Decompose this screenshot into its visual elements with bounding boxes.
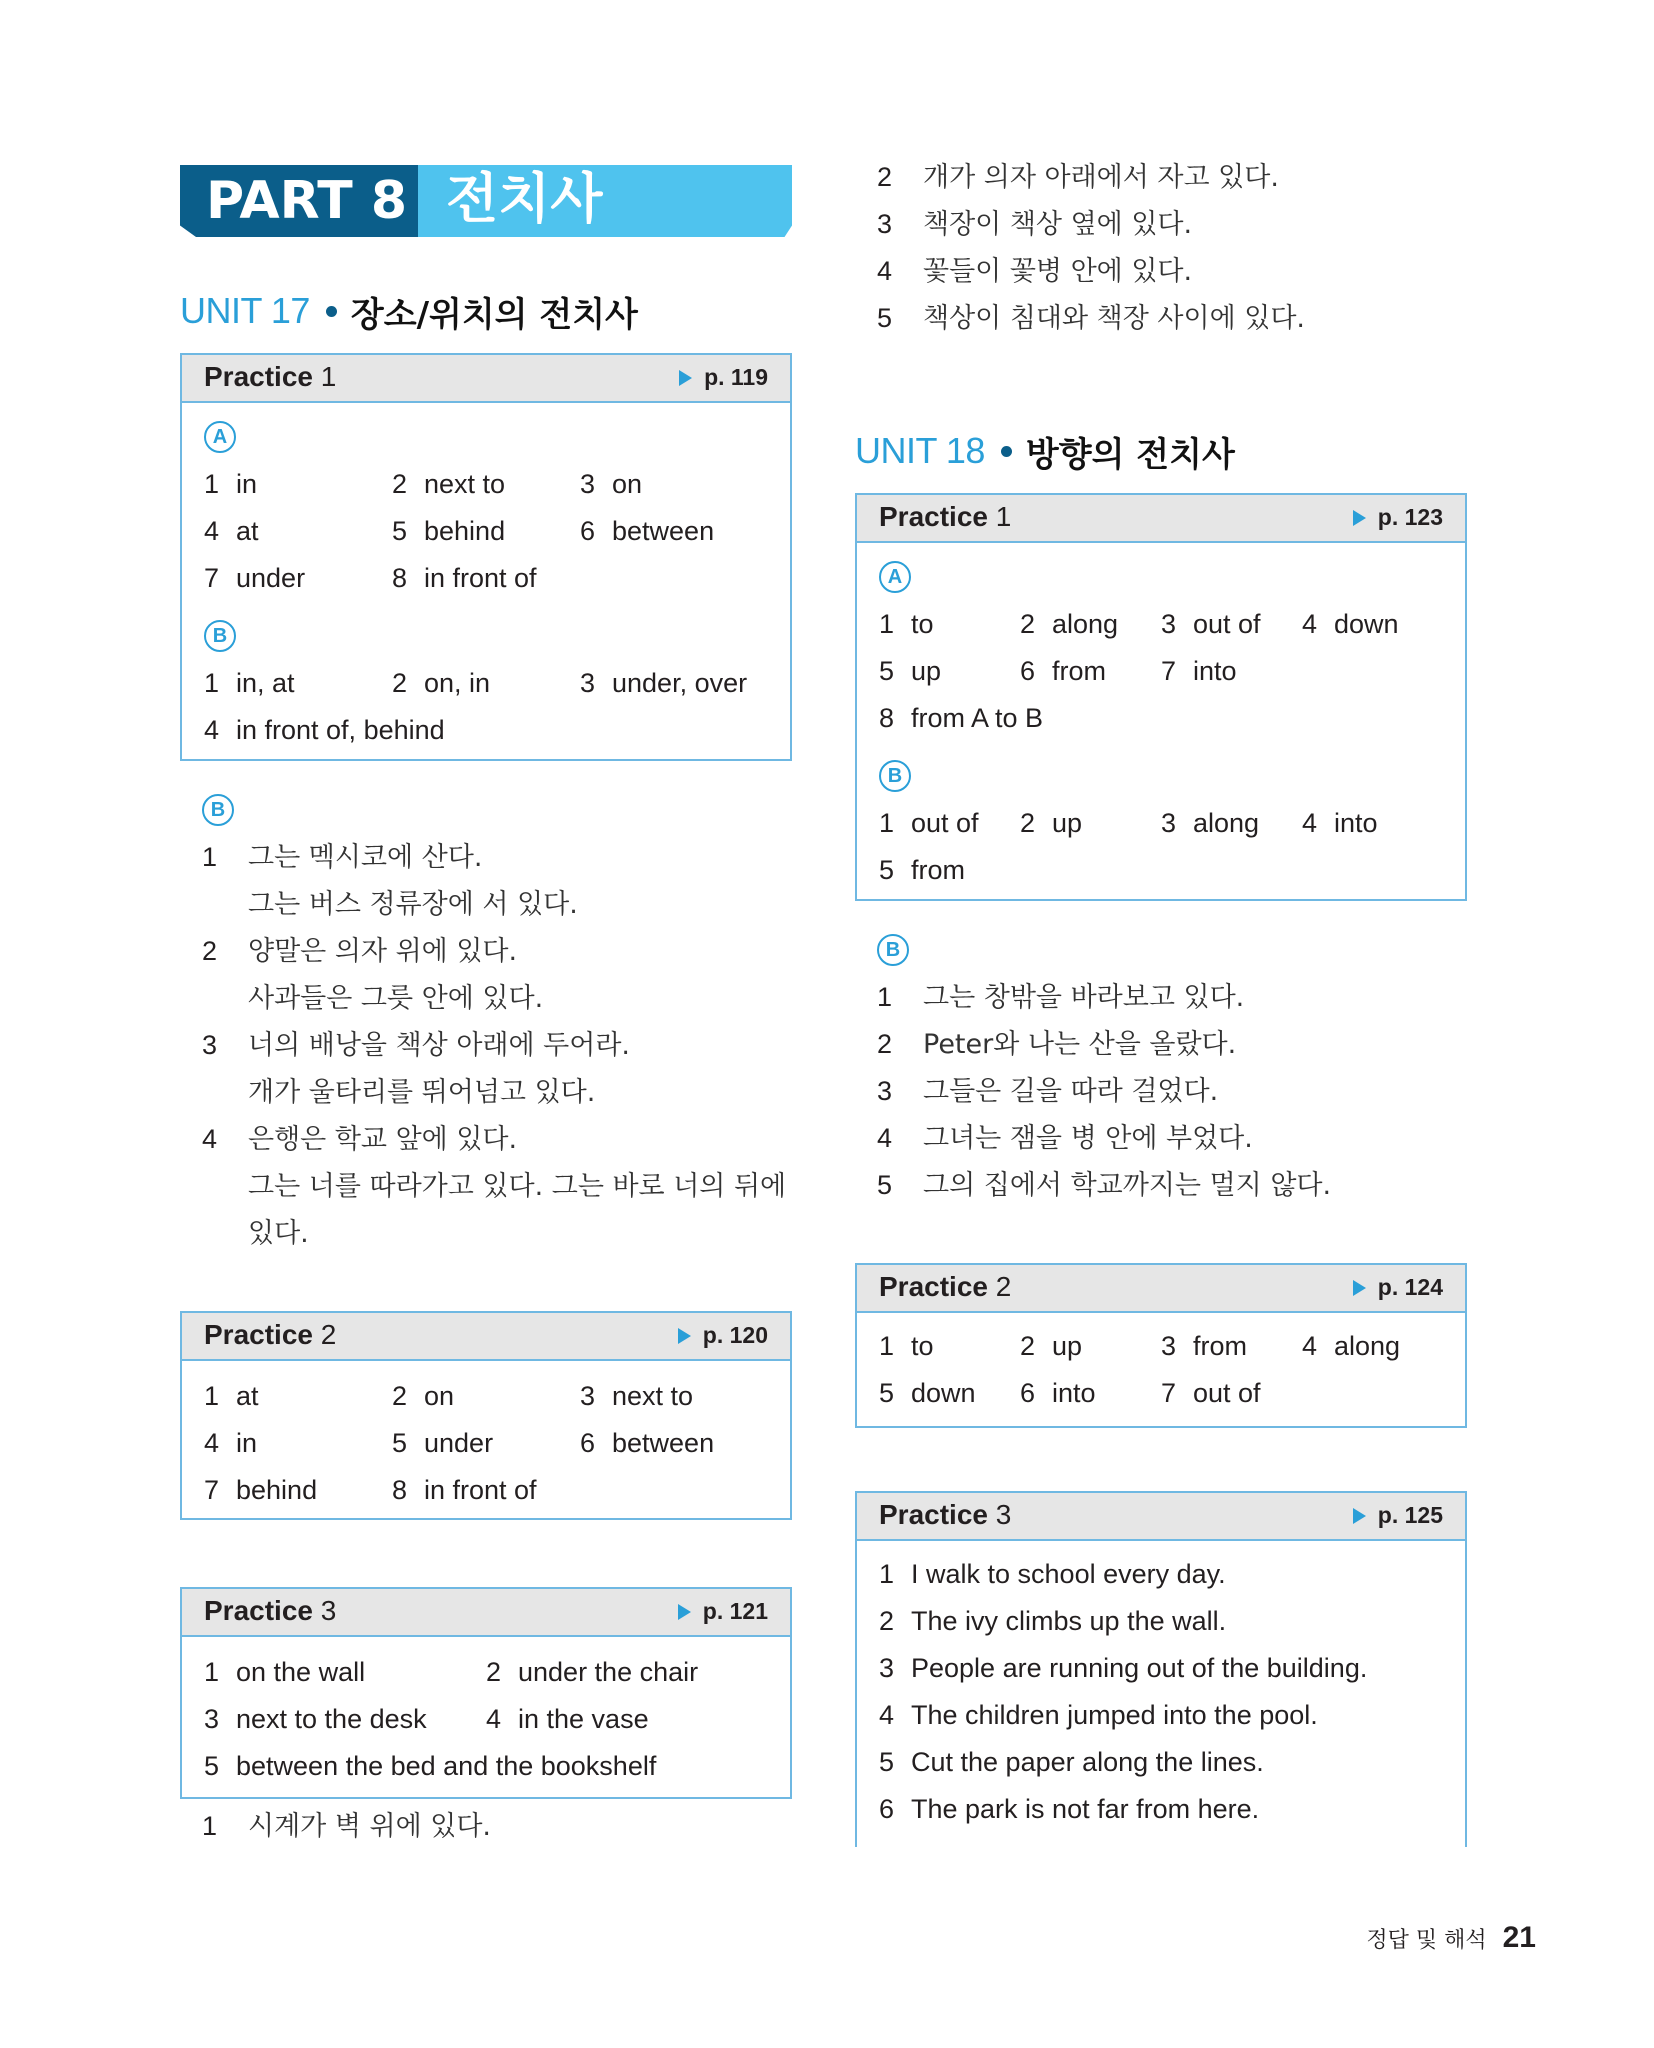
page-ref: p. 121 bbox=[678, 1598, 768, 1625]
part-title: 전치사 bbox=[446, 167, 603, 230]
section-b-badge: B bbox=[202, 794, 234, 826]
section-b-badge: B bbox=[879, 760, 911, 792]
page-ref: p. 125 bbox=[1353, 1502, 1443, 1529]
section-b-badge: B bbox=[204, 620, 236, 652]
u17-practice2-header bbox=[182, 1313, 790, 1361]
u18-translation-b: B 1 그는 창밖을 바라보고 있다. 2 Peter와 나는 산을 올랐다. 3 그들은 길을 따라 걸었다. 4 그녀는 잼을 병 안에 부었다. 5 그의 집에서 학교까지는 멀지 않다. bbox=[877, 926, 1467, 1209]
part-banner bbox=[180, 165, 792, 237]
bullet-dot bbox=[1001, 446, 1012, 457]
play-triangle-icon bbox=[678, 1328, 691, 1344]
u17-p3-translation-left: 1 시계가 벽 위에 있다. bbox=[202, 1811, 491, 1842]
u17-practice1-header bbox=[182, 355, 790, 403]
unit17-title: 장소/위치의 전치사 bbox=[350, 294, 638, 335]
bullet-dot bbox=[326, 306, 337, 317]
unit18-heading bbox=[855, 426, 1235, 476]
practice-title: Practice 2 bbox=[204, 1319, 337, 1350]
practice-title: Practice 2 bbox=[879, 1271, 1012, 1302]
practice-title: Practice 3 bbox=[879, 1499, 1012, 1530]
unit18-title: 방향의 전치사 bbox=[1025, 434, 1235, 475]
page-ref: p. 119 bbox=[679, 364, 768, 391]
u17-p3-translation-right: 2 개가 의자 아래에서 자고 있다. 3 책장이 책상 옆에 있다. 4 꽃들이 꽃병 안에 있다. 5 책상이 침대와 책장 사이에 있다. bbox=[877, 162, 1305, 334]
play-triangle-icon bbox=[1353, 1280, 1366, 1296]
u17-translation-b: B 1 그는 멕시코에 산다. 그는 버스 정류장에 서 있다. 2 양말은 의자 위에 있다. 사과들은 그릇 안에 있다. 3 너의 배낭을 책상 아래에 두어라. 개가 울타리를 뛰어넘고 있다. 4 은행은 학교 앞에 있다. 그는 너를 따라가고 있다. 그는 바로 너의 뒤에 있다. bbox=[202, 786, 792, 1257]
play-triangle-icon bbox=[1353, 510, 1366, 526]
u18-practice3-header bbox=[857, 1493, 1465, 1541]
play-triangle-icon bbox=[1353, 1508, 1366, 1524]
section-b-badge: B bbox=[877, 934, 909, 966]
practice-title: Practice 1 bbox=[204, 361, 337, 392]
page-ref: p. 124 bbox=[1353, 1274, 1443, 1301]
u18-practice1-header bbox=[857, 495, 1465, 543]
u18-practice2-box: Practice 2 p. 124 1 to 2 up 3 from 4 along 5 down 6 into 7 out of bbox=[855, 1263, 1467, 1428]
u17-practice3-header bbox=[182, 1589, 790, 1637]
footer-label: 정답 및 해석 bbox=[1366, 1928, 1487, 1953]
u17-practice3-box: Practice 3 p. 121 1 on the wall 2 under the chair 3 next to the desk 4 in the vase 5 between the bed and the bookshelf bbox=[180, 1587, 792, 1799]
u17-practice1-box: Practice 1 p. 119 A 1 in 2 next to 3 on 4 at 5 behind 6 between 7 under 8 in front of B 1 in, at 2 on, in 3 under, over 4 in front of, behind bbox=[180, 353, 792, 761]
practice-title: Practice 3 bbox=[204, 1595, 337, 1626]
practice-title: Practice 1 bbox=[879, 501, 1012, 532]
page-footer bbox=[1366, 1921, 1536, 1955]
unit18-label: UNIT 18 bbox=[855, 430, 985, 471]
page-ref: p. 123 bbox=[1353, 504, 1443, 531]
u18-practice2-header bbox=[857, 1265, 1465, 1313]
unit17-heading bbox=[180, 286, 638, 336]
page-ref: p. 120 bbox=[678, 1322, 768, 1349]
page-number: 21 bbox=[1502, 1921, 1536, 1954]
play-triangle-icon bbox=[678, 1604, 691, 1620]
section-a-badge: A bbox=[204, 421, 236, 453]
unit17-label: UNIT 17 bbox=[180, 290, 310, 331]
u18-practice1-box: Practice 1 p. 123 A 1 to 2 along 3 out of 4 down 5 up 6 from 7 into 8 from A to B B 1 out of 2 up 3 along 4 into 5 from bbox=[855, 493, 1467, 901]
section-a-badge: A bbox=[879, 561, 911, 593]
play-triangle-icon bbox=[679, 370, 692, 386]
part-number: PART 8 bbox=[206, 171, 408, 231]
u17-practice2-box: Practice 2 p. 120 1 at 2 on 3 next to 4 in 5 under 6 between 7 behind 8 in front of bbox=[180, 1311, 792, 1520]
u18-practice3-box: Practice 3 p. 125 1 I walk to school every day. 2 The ivy climbs up the wall. 3 People are running out of the building. 4 The children jumped into the pool. 5 Cut the paper along the lines. 6 The park is not far from here. bbox=[855, 1491, 1467, 1847]
